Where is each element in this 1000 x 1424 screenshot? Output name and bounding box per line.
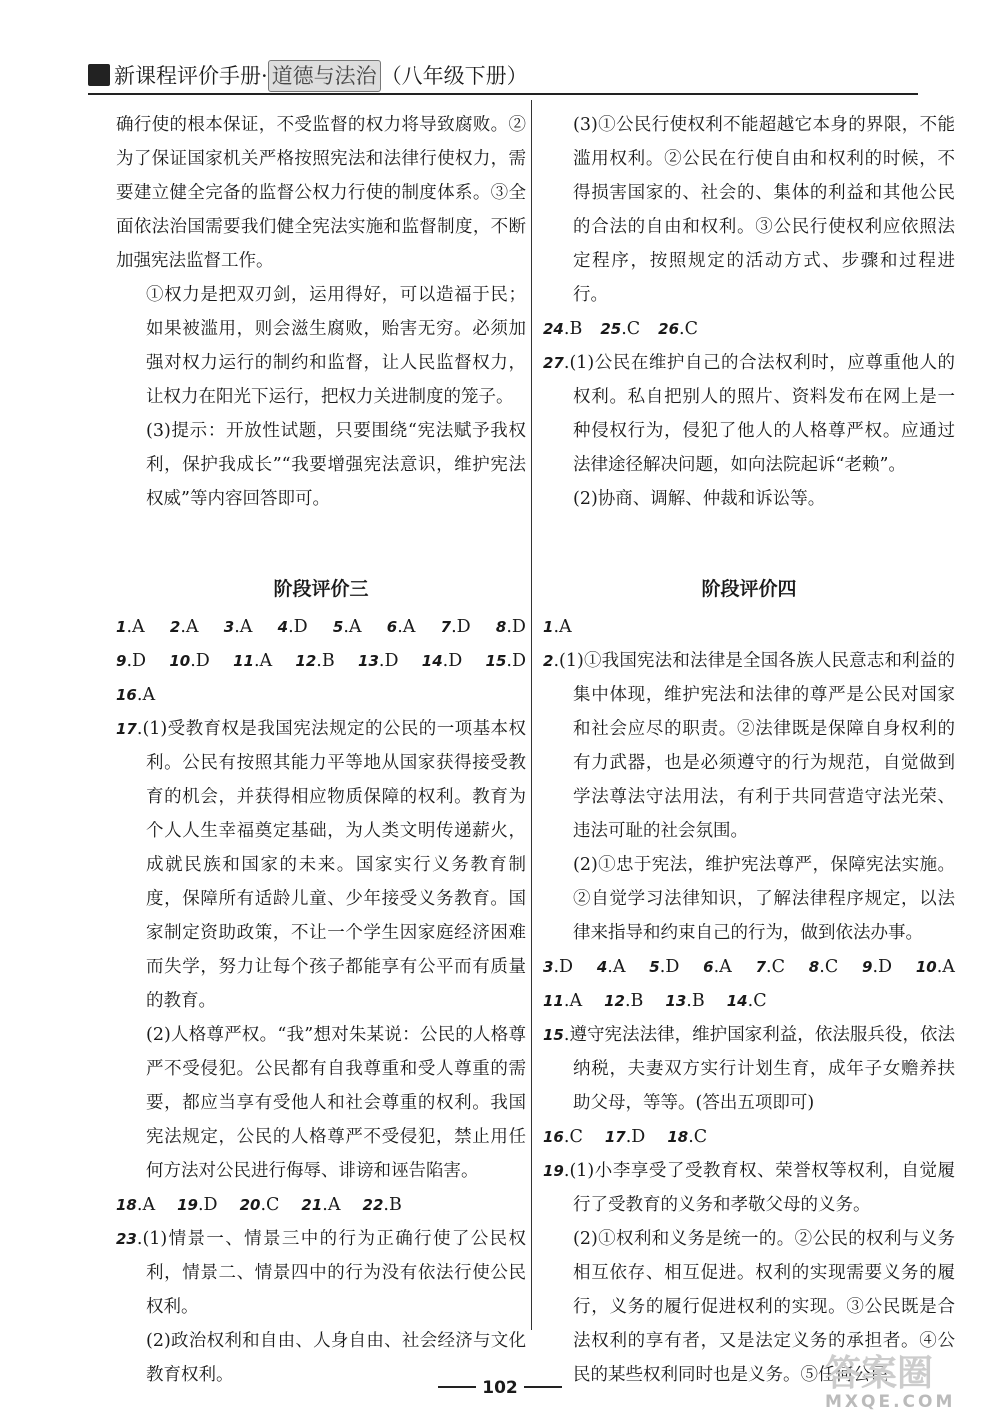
answer-s4-9: 9.D [862,957,893,977]
header-grade: （八年级下册） [380,64,528,88]
answer-row-9-15 [116,644,526,678]
answer-3: 3.A [223,617,253,637]
answer-s4-15: 15.遵守宪法法律，维护国家利益，依法服兵役，依法纳税，夫妻双方实行计划生育，成年子女赡养扶助父母，等等。(答出五项即可) [543,1025,955,1113]
header-subject: 道德与法治 [268,60,381,92]
answer-row-s4-3-10 [543,950,955,984]
answer-11: 11.A [233,651,273,671]
answer-16: 16.A [116,685,156,705]
answer-6: 6.A [386,617,416,637]
answer-21: 21.A [301,1195,341,1215]
answer-s4-18: 18.C [667,1127,708,1147]
answer-15: 15.D [485,651,526,671]
answer-row-1-8 [116,610,526,644]
watermark-main: 答案圈 [825,1353,934,1394]
answer-s4-17: 17.D [604,1127,646,1147]
answer-18: 18.A [116,1195,156,1215]
answer-23-part-2: (2)政治权利和自由、人身自由、社会经济与文化教育权利。 [146,1331,526,1385]
answer-1: 1.A [116,617,145,637]
answer-s4-13: 13.B [665,991,705,1011]
answer-row-18-22 [116,1188,526,1222]
answer-5: 5.A [332,617,362,637]
answer-10: 10.D [169,651,210,671]
section-title-4: 阶段评价四 [701,578,797,600]
running-header [88,60,948,90]
answer-s4-1: 1.A [543,617,572,637]
answer-27-part-1: 27.(1)公民在维护自己的合法权利时，应尊重他人的权利。私自把别人的照片、资料发布在网上是一种侵权行为，侵犯了他人的人格尊严权。应通过法律途径解决问题，如向法院起诉“老赖”。 [543,353,955,475]
answer-s4-14: 14.C [726,991,767,1011]
answer-27-part-2: (2)协商、调解、仲裁和诉讼等。 [573,489,826,509]
answer-20: 20.C [239,1195,280,1215]
answer-17-part-2: (2)人格尊严权。“我”想对朱某说：公民的人格尊严不受侵犯。公民都有自我尊重和受人尊重的需要，都应当享有受他人和社会尊重的权利。我国宪法规定，公民的人格尊严不受侵犯，禁止用任何方法对公民进行侮辱、诽谤和诬告陷害。 [146,1025,526,1181]
answer-s4-6: 6.A [703,957,732,977]
answer-25: 25.C [600,319,641,339]
section-title-3: 阶段评价三 [273,578,369,600]
answer-s4-2-part-2: (2)①忠于宪法，维护宪法尊严，保障宪法实施。②自觉学习法律知识，了解法律程序规定，以法律来指导和约束自己的行为，做到依法办事。 [573,855,955,943]
column-divider [531,100,532,1330]
answer-row-s4-16-18 [543,1120,955,1154]
left-column [116,108,526,1392]
left-para-3: (3)提示：开放性试题，只要围绕“宪法赋予我权利，保护我成长”“我要增强宪法意识，维护宪法权威”等内容回答即可。 [146,421,526,509]
answer-s4-8: 8.C [808,957,839,977]
answer-24: 24.B [543,319,583,339]
answer-17-part-1: 17.(1)受教育权是我国宪法规定的公民的一项基本权利。公民有按照其能力平等地从国家获得接受教育的机会，并获得相应物质保障的权利。教育为个人人生幸福奠定基础，为人类文明传递薪火，成就民族和国家的未来。国家实行义务教育制度，保障所有适龄儿童、少年接受义务教育。国家制定资助政策，不让一个学生因家庭经济困难而失学，努力让每个孩子都能享有公平而有质量的教育。 [116,719,526,1011]
answer-s4-4: 4.A [596,957,626,977]
header-rule [88,93,918,95]
right-column [543,108,955,1392]
header-title: 新课程评价手册· [114,64,268,88]
answer-row-s4-11-14 [543,984,955,1018]
left-para-2: ①权力是把双刃剑，运用得好，可以造福于民；如果被滥用，则会滋生腐败，贻害无穷。必须加强对权力运行的制约和监督，让人民监督权力，让权力在阳光下运行，把权力关进制度的笼子。 [146,285,526,407]
answer-s4-7: 7.C [755,957,785,977]
answer-s4-5: 5.D [649,957,680,977]
answer-4: 4.D [277,617,308,637]
answer-12: 12.B [295,651,335,671]
answer-s4-11: 11.A [543,991,583,1011]
answer-2: 2.A [169,617,199,637]
answer-13: 13.D [358,651,399,671]
book-logo-icon [88,64,110,86]
answer-s4-19-part-1: 19.(1)小李享受了受教育权、荣誉权等权利，自觉履行了受教育的义务和孝敬父母的义务。 [543,1161,955,1215]
answer-9: 9.D [116,651,147,671]
page-number: 102 [482,1378,518,1398]
answer-s4-2-part-1: 2.(1)①我国宪法和法律是全国各族人民意志和利益的集中体现，维护宪法和法律的尊严是公民对国家和社会应尽的职责。②法律既是保障自身权利的有力武器，也是必须遵守的行为规范，自觉做到学法尊法守法用法，有利于共同营造守法光荣、违法可耻的社会氛围。 [543,651,955,841]
answer-s4-12: 12.B [604,991,644,1011]
answer-19: 19.D [177,1195,218,1215]
left-para-1: 确行使的根本保证，不受监督的权力将导致腐败。②为了保证国家机关严格按照宪法和法律行使权力，需要建立健全完备的监督公权力行使的制度体系。③全面依法治国需要我们健全宪法实施和监督制度，不断加强宪法监督工作。 [116,115,526,271]
answer-s4-16: 16.C [543,1127,583,1147]
answer-s4-3: 3.D [543,957,574,977]
answer-s4-19-part-2: (2)①权利和义务是统一的。②公民的权利与义务相互依存、相互促进。权利的实现需要义务的履行，义务的履行促进权利的实现。③公民既是合法权利的享有者，又是法定义务的承担者。④公民的某些权利同时也是义务。⑤任何公民 [573,1229,955,1385]
footer-ornament-left-icon [438,1386,476,1388]
answer-14: 14.D [421,651,463,671]
answer-7: 7.D [440,617,471,637]
answer-row-24-26 [543,312,955,346]
answer-22: 22.B [362,1195,402,1215]
right-para-1: (3)①公民行使权利不能超越它本身的界限，不能滥用权利。②公民在行使自由和权利的时候，不得损害国家的、社会的、集体的利益和其他公民的合法的自由和权利。③公民行使权利应依照法定程序，按照规定的活动方式、步骤和过程进行。 [573,115,955,305]
answer-8: 8.D [495,617,526,637]
watermark [825,1345,985,1415]
answer-26: 26.C [658,319,699,339]
answer-s4-10: 10.A [915,957,955,977]
answer-23-part-1: 23.(1)情景一、情景三中的行为正确行使了公民权利，情景二、情景四中的行为没有依法行使公民权利。 [116,1229,526,1317]
footer-ornament-right-icon [524,1386,562,1388]
watermark-url: MXQE.COM [825,1392,956,1412]
